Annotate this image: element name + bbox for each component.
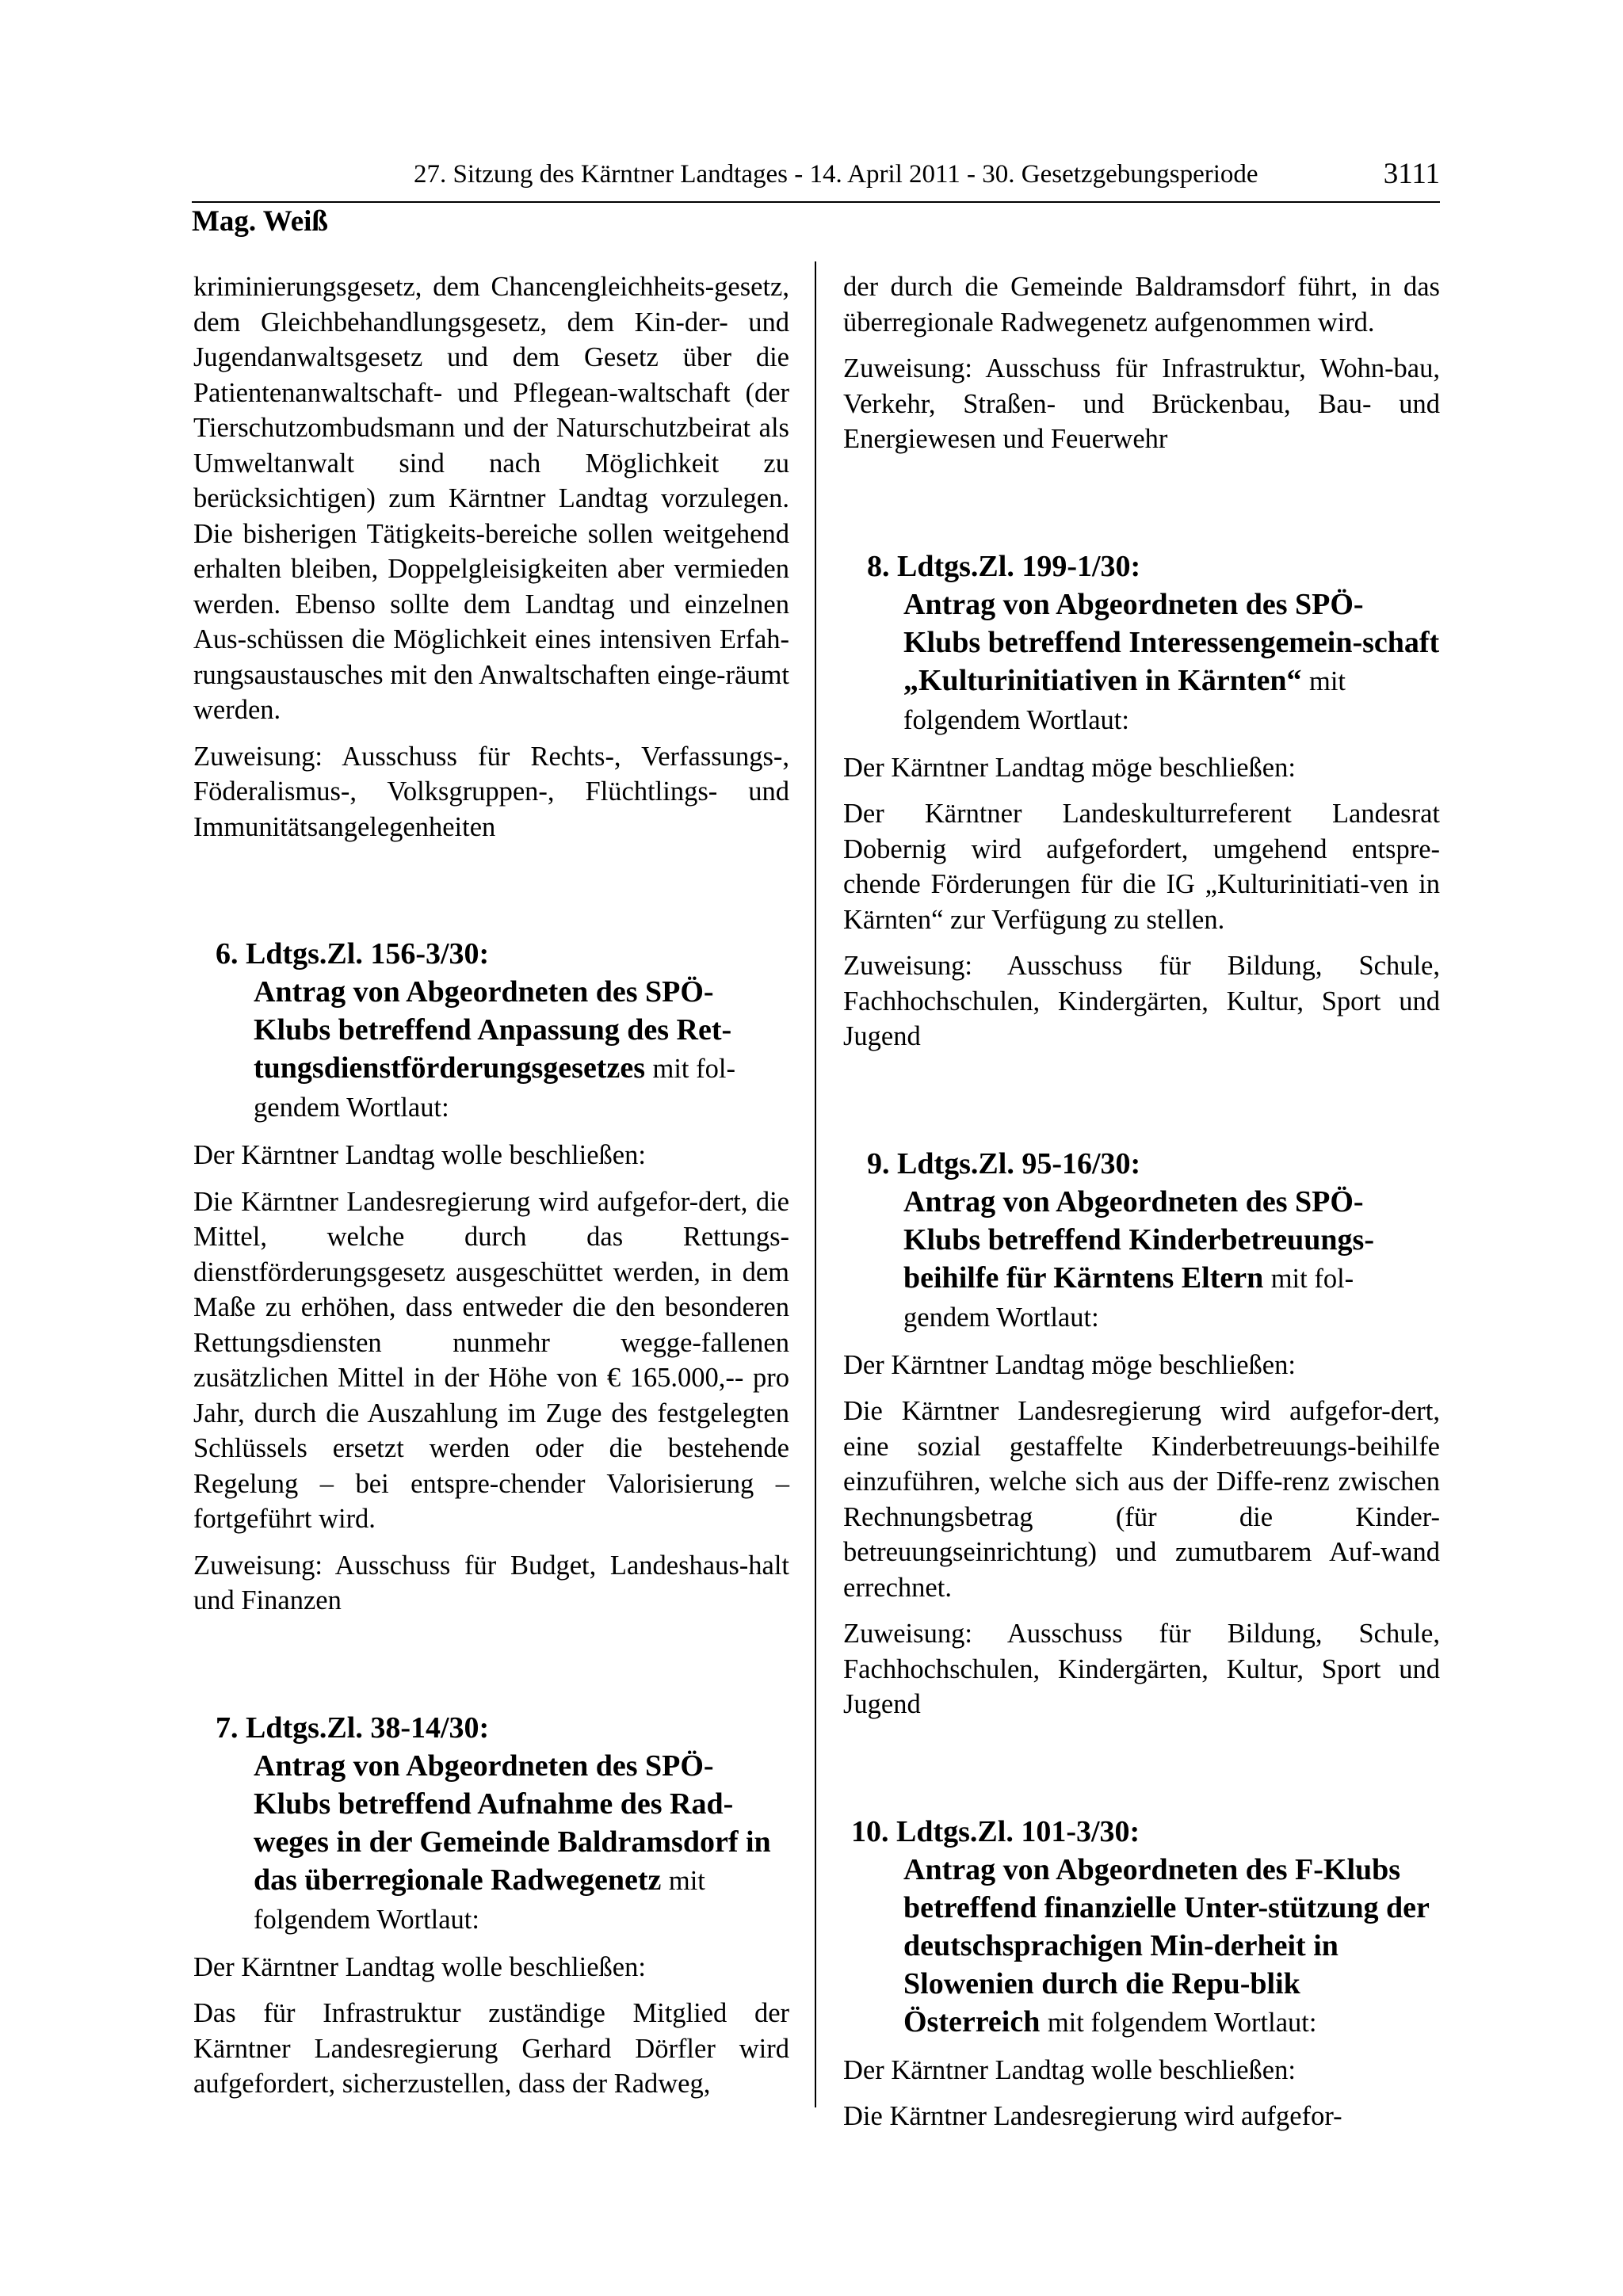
agenda-item-8-assignment: Zuweisung: Ausschuss für Bildung, Schule, Fachhochschulen, Kindergärten, Kultur, Sport und Jugend [843,951,1440,1051]
agenda-item-8-tail: mit folgendem Wortlaut: [903,666,1346,735]
agenda-item-8-text: Der Kärntner Landeskulturreferent Landesrat Dobernig wird aufgefordert, umgehend entspre-chende Förderungen für die IG „Kulturinitiati-ven in Kärnten“ zur Verfügung zu stellen. [843,799,1440,935]
agenda-item-6-text: Die Kärntner Landesregierung wird aufgefor-dert, die Mittel, welche durch das Rettungs-dienstförderungsgesetz ausgeschüttet werden, in dem Maße zu erhöhen, dass entweder die den besonderen Rettungsdiensten nunmehr wegge-fallenen zusätzlichen Mittel in der Höhe von € 165.000,-- pro Jahr, durch die Auszahlung im Zuge des festgelegten Schlüssels ersetzt werden oder die bestehende Regelung – bei entspre-chender Valorisierung – fortgeführt wird. [193,1186,789,1534]
session-title: 27. Sitzung des Kärntner Landtages - 14. April 2011 - 30. Gesetzgebungsperiode [414,160,1258,189]
agenda-item-9-tail: mit fol-gendem Wortlaut: [903,1263,1354,1333]
agenda-item-9 [843,1145,1440,1337]
agenda-item-7-number: 7. Ldtgs.Zl. 38-14/30: [216,1711,490,1745]
speaker-name: Mag. Weiß [192,205,328,238]
agenda-item-6-resolution: Der Kärntner Landtag wolle beschließen: [193,1140,646,1170]
agenda-item-10-number: 10. Ldtgs.Zl. 101-3/30: [851,1814,1140,1848]
agenda-item-7 [193,1709,789,1939]
agenda-item-6-number: 6. Ldtgs.Zl. 156-3/30: [216,937,490,971]
agenda-item-8-number: 8. Ldtgs.Zl. 199-1/30: [867,549,1141,583]
agenda-item-9-text: Die Kärntner Landesregierung wird aufgefor-dert, eine sozial gestaffelte Kinderbetreuungs-beihilfe einzuführen, welche sich aus der Diffe-renz zwischen Rechnungsbetrag (für die Kinder-betreuungseinrichtung) und zumutbarem Auf-wand errechnet. [843,1396,1440,1603]
agenda-item-8 [843,547,1440,739]
column-divider [815,261,816,2107]
intro-assignment: Zuweisung: Ausschuss für Rechts-, Verfassungs-, Föderalismus-, Volksgruppen-, Flüchtlings- und Immunitätsangelegenheiten [193,741,789,842]
agenda-item-7-title: Antrag von Abgeordneten des SPÖ-Klubs betreffend Aufnahme des Rad-weges in der Gemeinde Baldramsdorf in das überregionale Radwegenetz [254,1749,771,1897]
left-column [193,269,789,2113]
agenda-item-9-resolution: Der Kärntner Landtag möge beschließen: [843,1349,1296,1380]
agenda-item-10-text: Die Kärntner Landesregierung wird aufgefor- [843,2101,1342,2131]
agenda-item-10 [843,1813,1440,2042]
intro-paragraph: kriminierungsgesetz, dem Chancengleichheits-gesetz, dem Gleichbehandlungsgesetz, dem Kin-der- und Jugendanwaltsgesetz und dem Gesetz über die Patientenanwaltschaft- und Pflegean-waltschaft (der Tierschutzombudsmann und der Naturschutzbeirat als Umweltanwalt sind nach Möglichkeit zu berücksichtigen) zum Kärntner Landtag vorzulegen. Die bisherigen Tätigkeits-bereiche sollen weitgehend erhalten bleiben, Doppelgleisigkeiten aber vermieden werden. Ebenso sollte dem Landtag und einzelnen Aus-schüssen die Möglichkeit eines intensiven Erfah-rungsaustausches mit den Anwaltschaften einge-räumt werden. [193,272,789,725]
page-header [192,154,1440,203]
agenda-item-6-assignment: Zuweisung: Ausschuss für Budget, Landeshaus-halt und Finanzen [193,1550,789,1615]
agenda-item-9-title: Antrag von Abgeordneten des SPÖ-Klubs betreffend Kinderbetreuungs-beihilfe für Kärntens Eltern [903,1184,1374,1295]
right-column [843,269,1440,2145]
page-number: 3111 [1383,158,1440,190]
agenda-item-9-number: 9. Ldtgs.Zl. 95-16/30: [867,1146,1141,1180]
agenda-item-10-tail: mit folgendem Wortlaut: [1047,2007,1317,2038]
agenda-item-7-tail: mit folgendem Wortlaut: [254,1865,705,1935]
right-intro-paragraph: der durch die Gemeinde Baldramsdorf führt, in das überregionale Radwegenetz aufgenommen wird. [843,272,1440,338]
agenda-item-6 [193,935,789,1127]
agenda-item-8-resolution: Der Kärntner Landtag möge beschließen: [843,752,1296,783]
agenda-item-6-title: Antrag von Abgeordneten des SPÖ-Klubs betreffend Anpassung des Ret-tungsdienstförderungsgesetzes [254,975,732,1085]
agenda-item-6-tail: mit fol-gendem Wortlaut: [254,1054,735,1123]
agenda-item-10-title: Antrag von Abgeordneten des F-Klubs betreffend finanzielle Unter-stützung der deutschsprachigen Min-derheit in Slowenien durch die Repu-blik Österreich [903,1852,1430,2039]
agenda-item-10-resolution: Der Kärntner Landtag wolle beschließen: [843,2054,1296,2085]
agenda-item-9-assignment: Zuweisung: Ausschuss für Bildung, Schule, Fachhochschulen, Kindergärten, Kultur, Sport und Jugend [843,1619,1440,1719]
right-intro-assignment: Zuweisung: Ausschuss für Infrastruktur, Wohn-bau, Verkehr, Straßen- und Brückenbau, Bau- und Energiewesen und Feuerwehr [843,353,1440,454]
agenda-item-8-title: Antrag von Abgeordneten des SPÖ-Klubs betreffend Interessengemein-schaft „Kulturinitiativen in Kärnten“ [903,587,1440,697]
agenda-item-7-resolution: Der Kärntner Landtag wolle beschließen: [193,1951,646,1982]
agenda-item-7-text: Das für Infrastruktur zuständige Mitglied der Kärntner Landesregierung Gerhard Dörfler wird aufgefordert, sicherzustellen, dass der Radweg, [193,1998,789,2099]
